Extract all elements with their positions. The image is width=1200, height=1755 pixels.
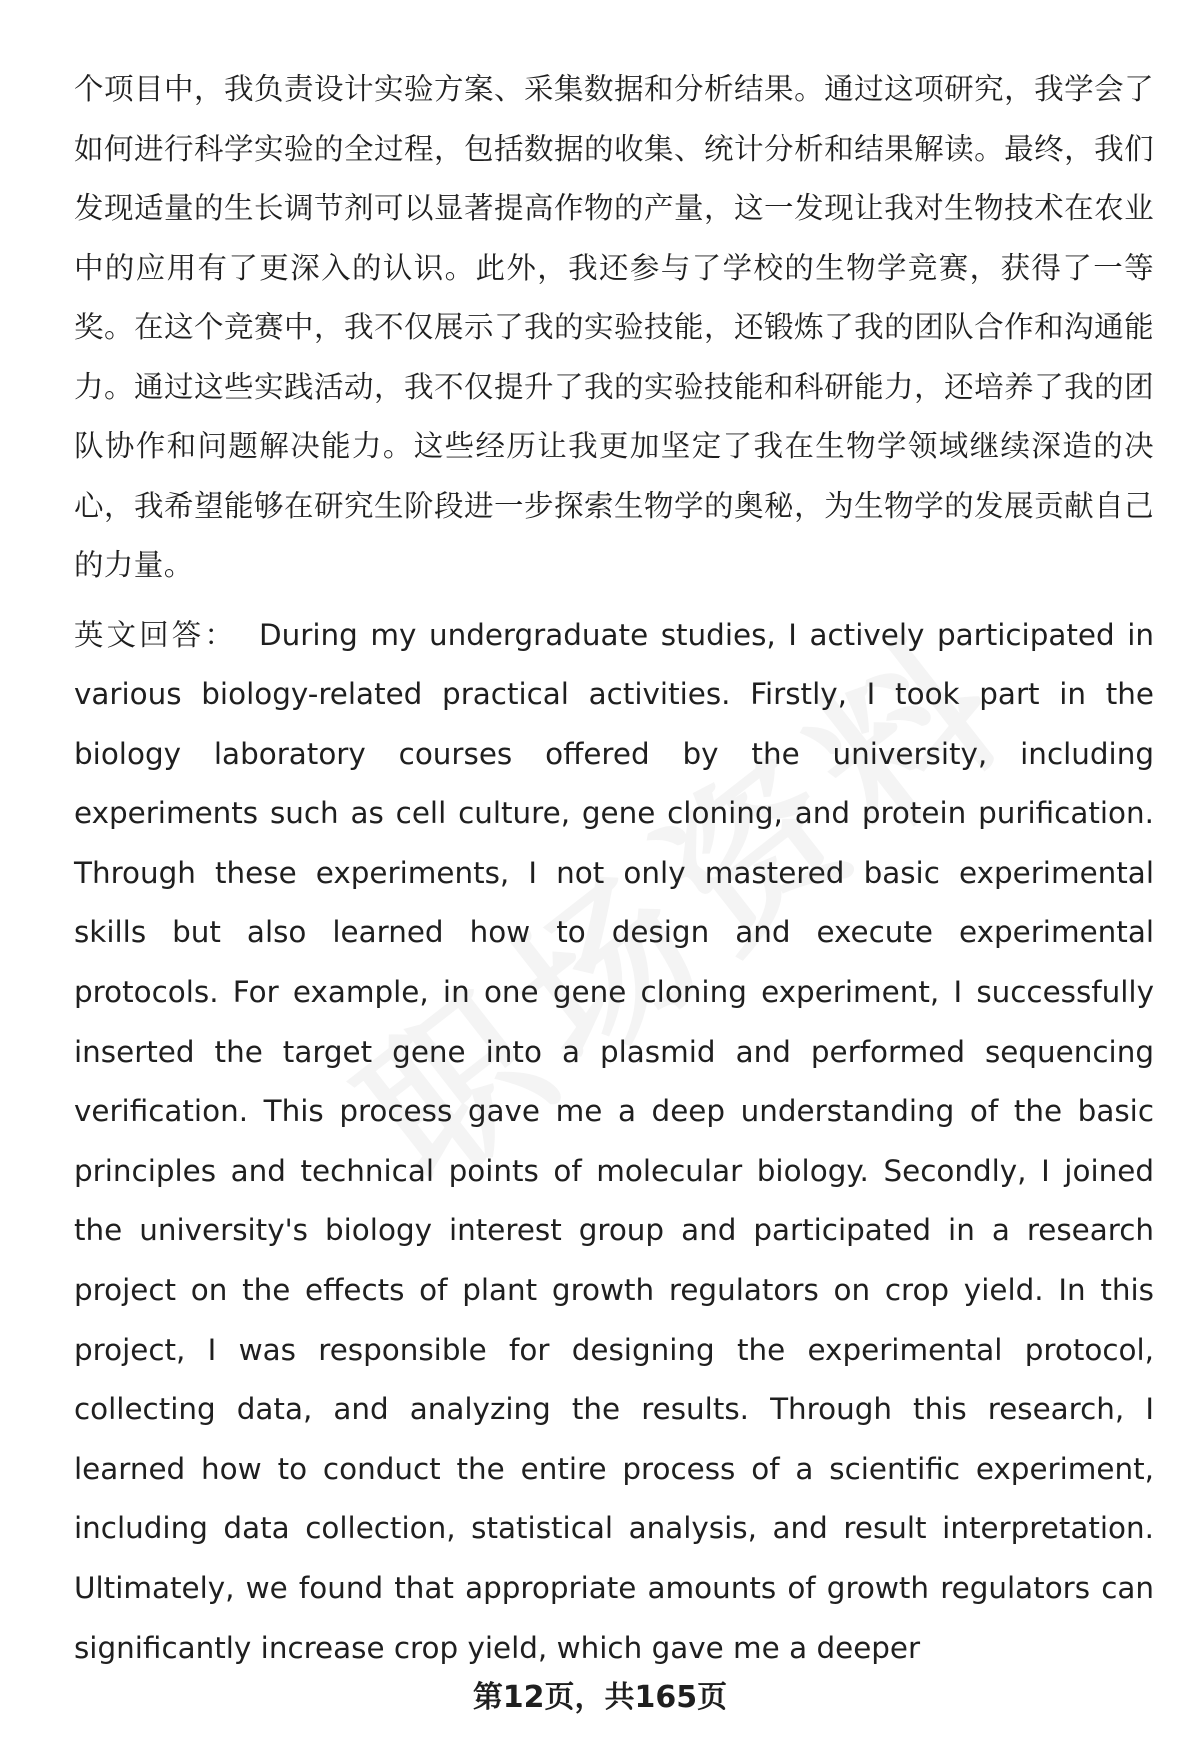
chinese-paragraph: 个项目中，我负责设计实验方案、采集数据和分析结果。通过这项研究，我学会了如何进行科学实验的全过程，包括数据的收集、统计分析和结果解读。最终，我们发现适量的生长调节剂可以显著提高作物的产量，这一发现让我对生物技术在农业中的应用有了更深入的认识。此外，我还参与了学校的生物学竞赛，获得了一等奖。在这个竞赛中，我不仅展示了我的实验技能，还锻炼了我的团队合作和沟通能力。通过这些实践活动，我不仅提升了我的实验技能和科研能力，还培养了我的团队协作和问题解决能力。这些经历让我更加坚定了我在生物学领域继续深造的决心，我希望能够在研究生阶段进一步探索生物学的奥秘，为生物学的发展贡献自己的力量。 — [74, 72, 1154, 582]
english-answer-label: 英文回答： — [74, 617, 238, 652]
english-answer-text: During my undergraduate studies, I actively participated in various biology-related practical activities. Firstly, I took part in the biology laboratory courses offered by the university, including experiments such as cell culture, gene cloning, and protein purification. Through these experiments, I not only mastered basic experimental skills but also learned how to design and execute experimental protocols. For example, in one gene cloning experiment, I successfully inserted the target gene into a plasmid and performed sequencing verification. This process gave me a deep understanding of the basic principles and technical points of molecular biology. Secondly, I joined the university's biology interest group and participated in a research project on the effects of plant growth regulators on crop yield. In this project, I was responsible for designing the experimental protocol, collecting data, and analyzing the results. Through this research, I learned how to conduct the entire process of a scientific experiment, including data collection, statistical analysis, and result interpretation. Ultimately, we found that appropriate amounts of growth regulators can significantly increase crop yield, which gave me a deeper — [74, 617, 1154, 1665]
english-answer-paragraph — [74, 606, 1154, 1679]
page-number-footer: 第12页，共165页 — [472, 1680, 728, 1715]
page-content — [74, 60, 1154, 1678]
